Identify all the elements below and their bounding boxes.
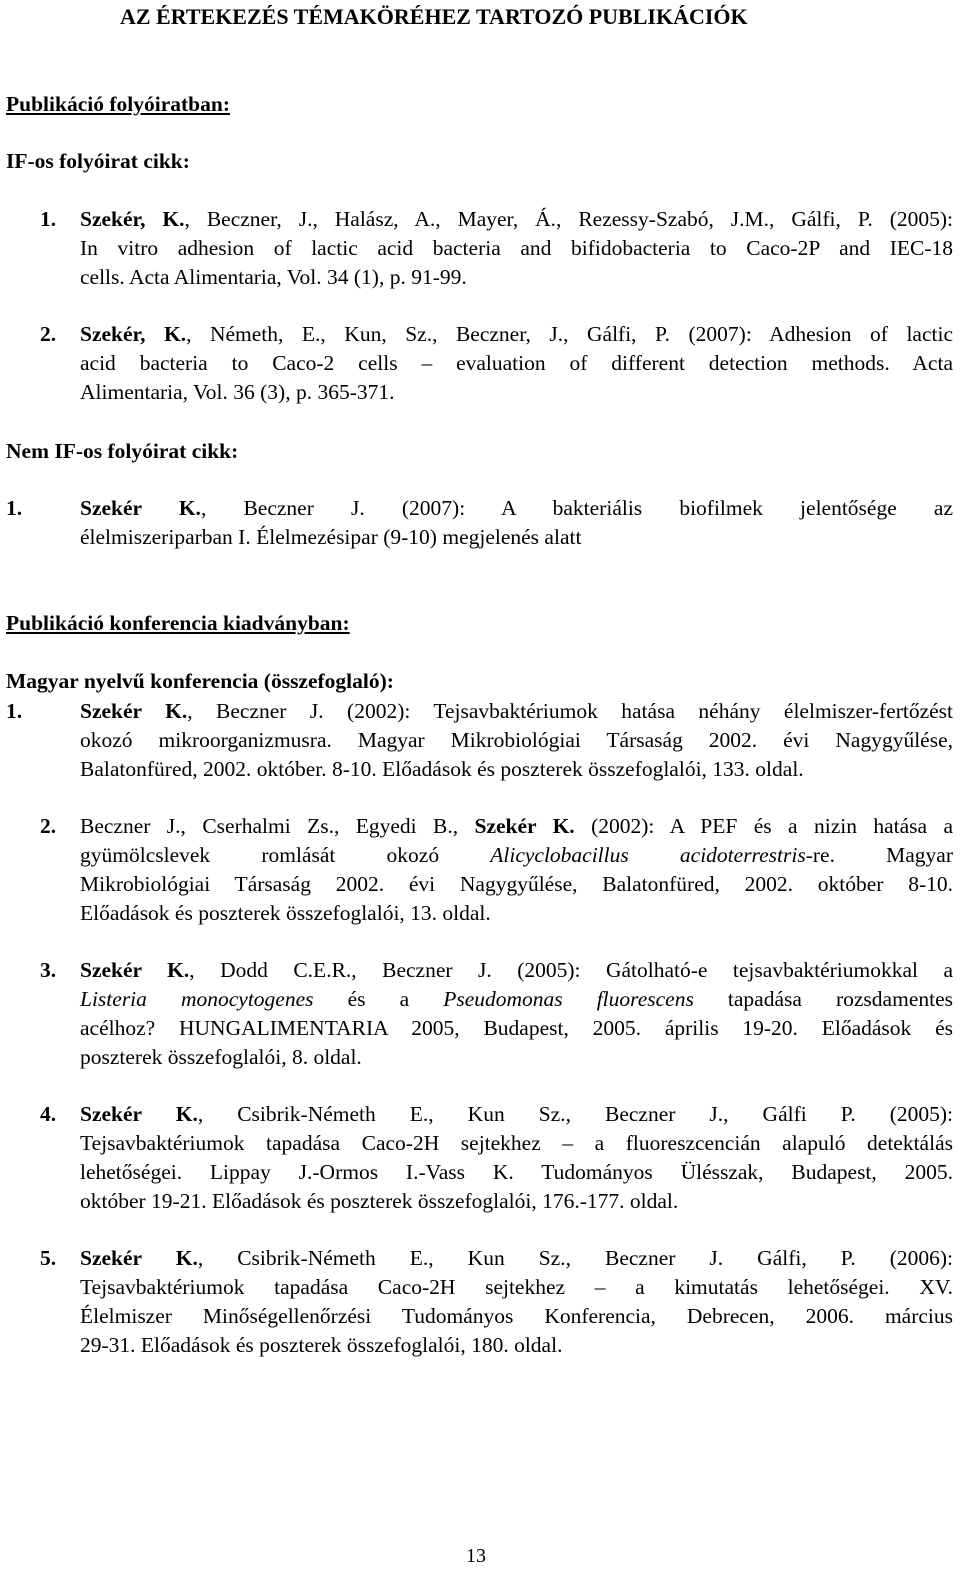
species-name: Pseudomonas fluorescens [443, 987, 694, 1011]
item-line: acid bacteria to Caco-2 cells – evaluation of different detection methods. Acta [80, 351, 953, 375]
item-text: , Beczner, J., Halász, A., Mayer, Á., Rezessy-Szabó, J.M., Gálfi, P. (2005): [184, 207, 953, 231]
author-highlight: Szekér, K. [80, 322, 187, 346]
item-line: Tejsavbaktériumok tapadása Caco-2H sejtekhez – a fluoreszcencián alapuló detektálás [80, 1131, 953, 1155]
item-text: , Csibrik-Németh E., Kun Sz., Beczner J., Gálfi P. (2005): [197, 1102, 954, 1126]
subheading-if: IF-os folyóirat cikk: [6, 149, 190, 173]
item-line [80, 697, 953, 726]
item-line: In vitro adhesion of lactic acid bacteria and bifidobacteria to Caco-2P and IEC-18 [80, 236, 953, 260]
item-line: cells. Acta Alimentaria, Vol. 34 (1), p. 91-99. [80, 265, 467, 289]
author-highlight: Szekér K. [80, 496, 201, 520]
author-highlight: Szekér K. [474, 814, 575, 838]
item-line: Alimentaria, Vol. 36 (3), p. 365-371. [80, 380, 395, 404]
item-number: 3. [40, 958, 57, 982]
item-line: október 19-21. Előadások és poszterek összefoglalói, 176.-177. oldal. [80, 1189, 679, 1213]
item-line: okozó mikroorganizmusra. Magyar Mikrobiológiai Társaság 2002. évi Nagygyűlése, [80, 728, 953, 752]
item-line [80, 956, 953, 985]
author-highlight: Szekér, K. [80, 207, 185, 231]
page-number: 13 [466, 1545, 486, 1567]
item-line: élelmiszeriparban I. Élelmezésipar (9-10) megjelenés alatt [80, 525, 582, 549]
species-name: Listeria monocytogenes [80, 987, 314, 1011]
item-line: poszterek összefoglalói, 8. oldal. [80, 1045, 362, 1069]
item-line [80, 494, 953, 523]
item-line: Tejsavbaktériumok tapadása Caco-2H sejtekhez – a kimutatás lehetőségei. XV. [80, 1275, 953, 1299]
item-line: Előadások és poszterek összefoglalói, 13. oldal. [80, 901, 491, 925]
item-number: 1. [6, 699, 23, 723]
item-number: 2. [40, 814, 57, 838]
item-text: , Beczner J. (2007): A bakteriális biofilmek jelentősége az [200, 496, 953, 520]
item-line: Élelmiszer Minőségellenőrzési Tudományos Konferencia, Debrecen, 2006. március [80, 1304, 953, 1328]
species-name: Alicyclobacillus acidoterrestris [490, 843, 806, 867]
item-text: tapadása rozsdamentes [693, 987, 953, 1011]
item-text: (2002): A PEF és a nizin hatása a [574, 814, 954, 838]
item-number: 4. [40, 1102, 57, 1126]
item-text: Beczner J., Cserhalmi Zs., Egyedi B., [80, 814, 475, 838]
item-line [80, 320, 953, 349]
item-number: 5. [40, 1246, 57, 1270]
section-heading-conference: Publikáció konferencia kiadványban: [6, 611, 350, 635]
author-highlight: Szekér K. [80, 1102, 198, 1126]
item-line [80, 812, 953, 841]
item-text: , Beczner J. (2002): Tejsavbaktériumok hatása néhány élelmiszer-fertőzést [187, 699, 954, 723]
item-text: -re. Magyar [805, 843, 953, 867]
item-text: gyümölcslevek romlását okozó [80, 843, 491, 867]
item-line [80, 205, 953, 234]
author-highlight: Szekér K. [80, 958, 190, 982]
item-line: Balatonfüred, 2002. október. 8-10. Előadások és poszterek összefoglalói, 133. oldal. [80, 757, 804, 781]
author-highlight: Szekér K. [80, 699, 188, 723]
item-text: , Németh, E., Kun, Sz., Beczner, J., Gálfi, P. (2007): Adhesion of lactic [186, 322, 953, 346]
item-number: 2. [40, 322, 57, 346]
item-text: , Csibrik-Németh E., Kun Sz., Beczner J. Gálfi, P. (2006): [197, 1246, 954, 1270]
subheading-hungarian-conference: Magyar nyelvű konferencia (összefoglaló): [6, 669, 394, 693]
item-line: Mikrobiológiai Társaság 2002. évi Nagygyűlése, Balatonfüred, 2002. október 8-10. [80, 872, 953, 896]
author-highlight: Szekér K. [80, 1246, 198, 1270]
item-line [80, 1100, 953, 1129]
subheading-non-if: Nem IF-os folyóirat cikk: [6, 439, 239, 463]
item-text: , Dodd C.E.R., Beczner J. (2005): Gátolható-e tejsavbaktériumokkal a [189, 958, 954, 982]
item-line: acélhoz? HUNGALIMENTARIA 2005, Budapest, 2005. április 19-20. Előadások és [80, 1016, 953, 1040]
item-line: 29-31. Előadások és poszterek összefoglalói, 180. oldal. [80, 1333, 563, 1357]
item-line [80, 1244, 953, 1273]
item-line: lehetőségei. Lippay J.-Ormos I.-Vass K. Tudományos Ülésszak, Budapest, 2005. [80, 1160, 953, 1184]
section-heading-journal: Publikáció folyóiratban: [6, 92, 230, 116]
item-text: és a [313, 987, 444, 1011]
item-number: 1. [6, 496, 23, 520]
item-line [80, 985, 953, 1014]
item-line [80, 841, 953, 870]
page-title: AZ ÉRTEKEZÉS TÉMAKÖRÉHEZ TARTOZÓ PUBLIKÁCIÓK [120, 4, 748, 29]
item-number: 1. [40, 207, 57, 231]
